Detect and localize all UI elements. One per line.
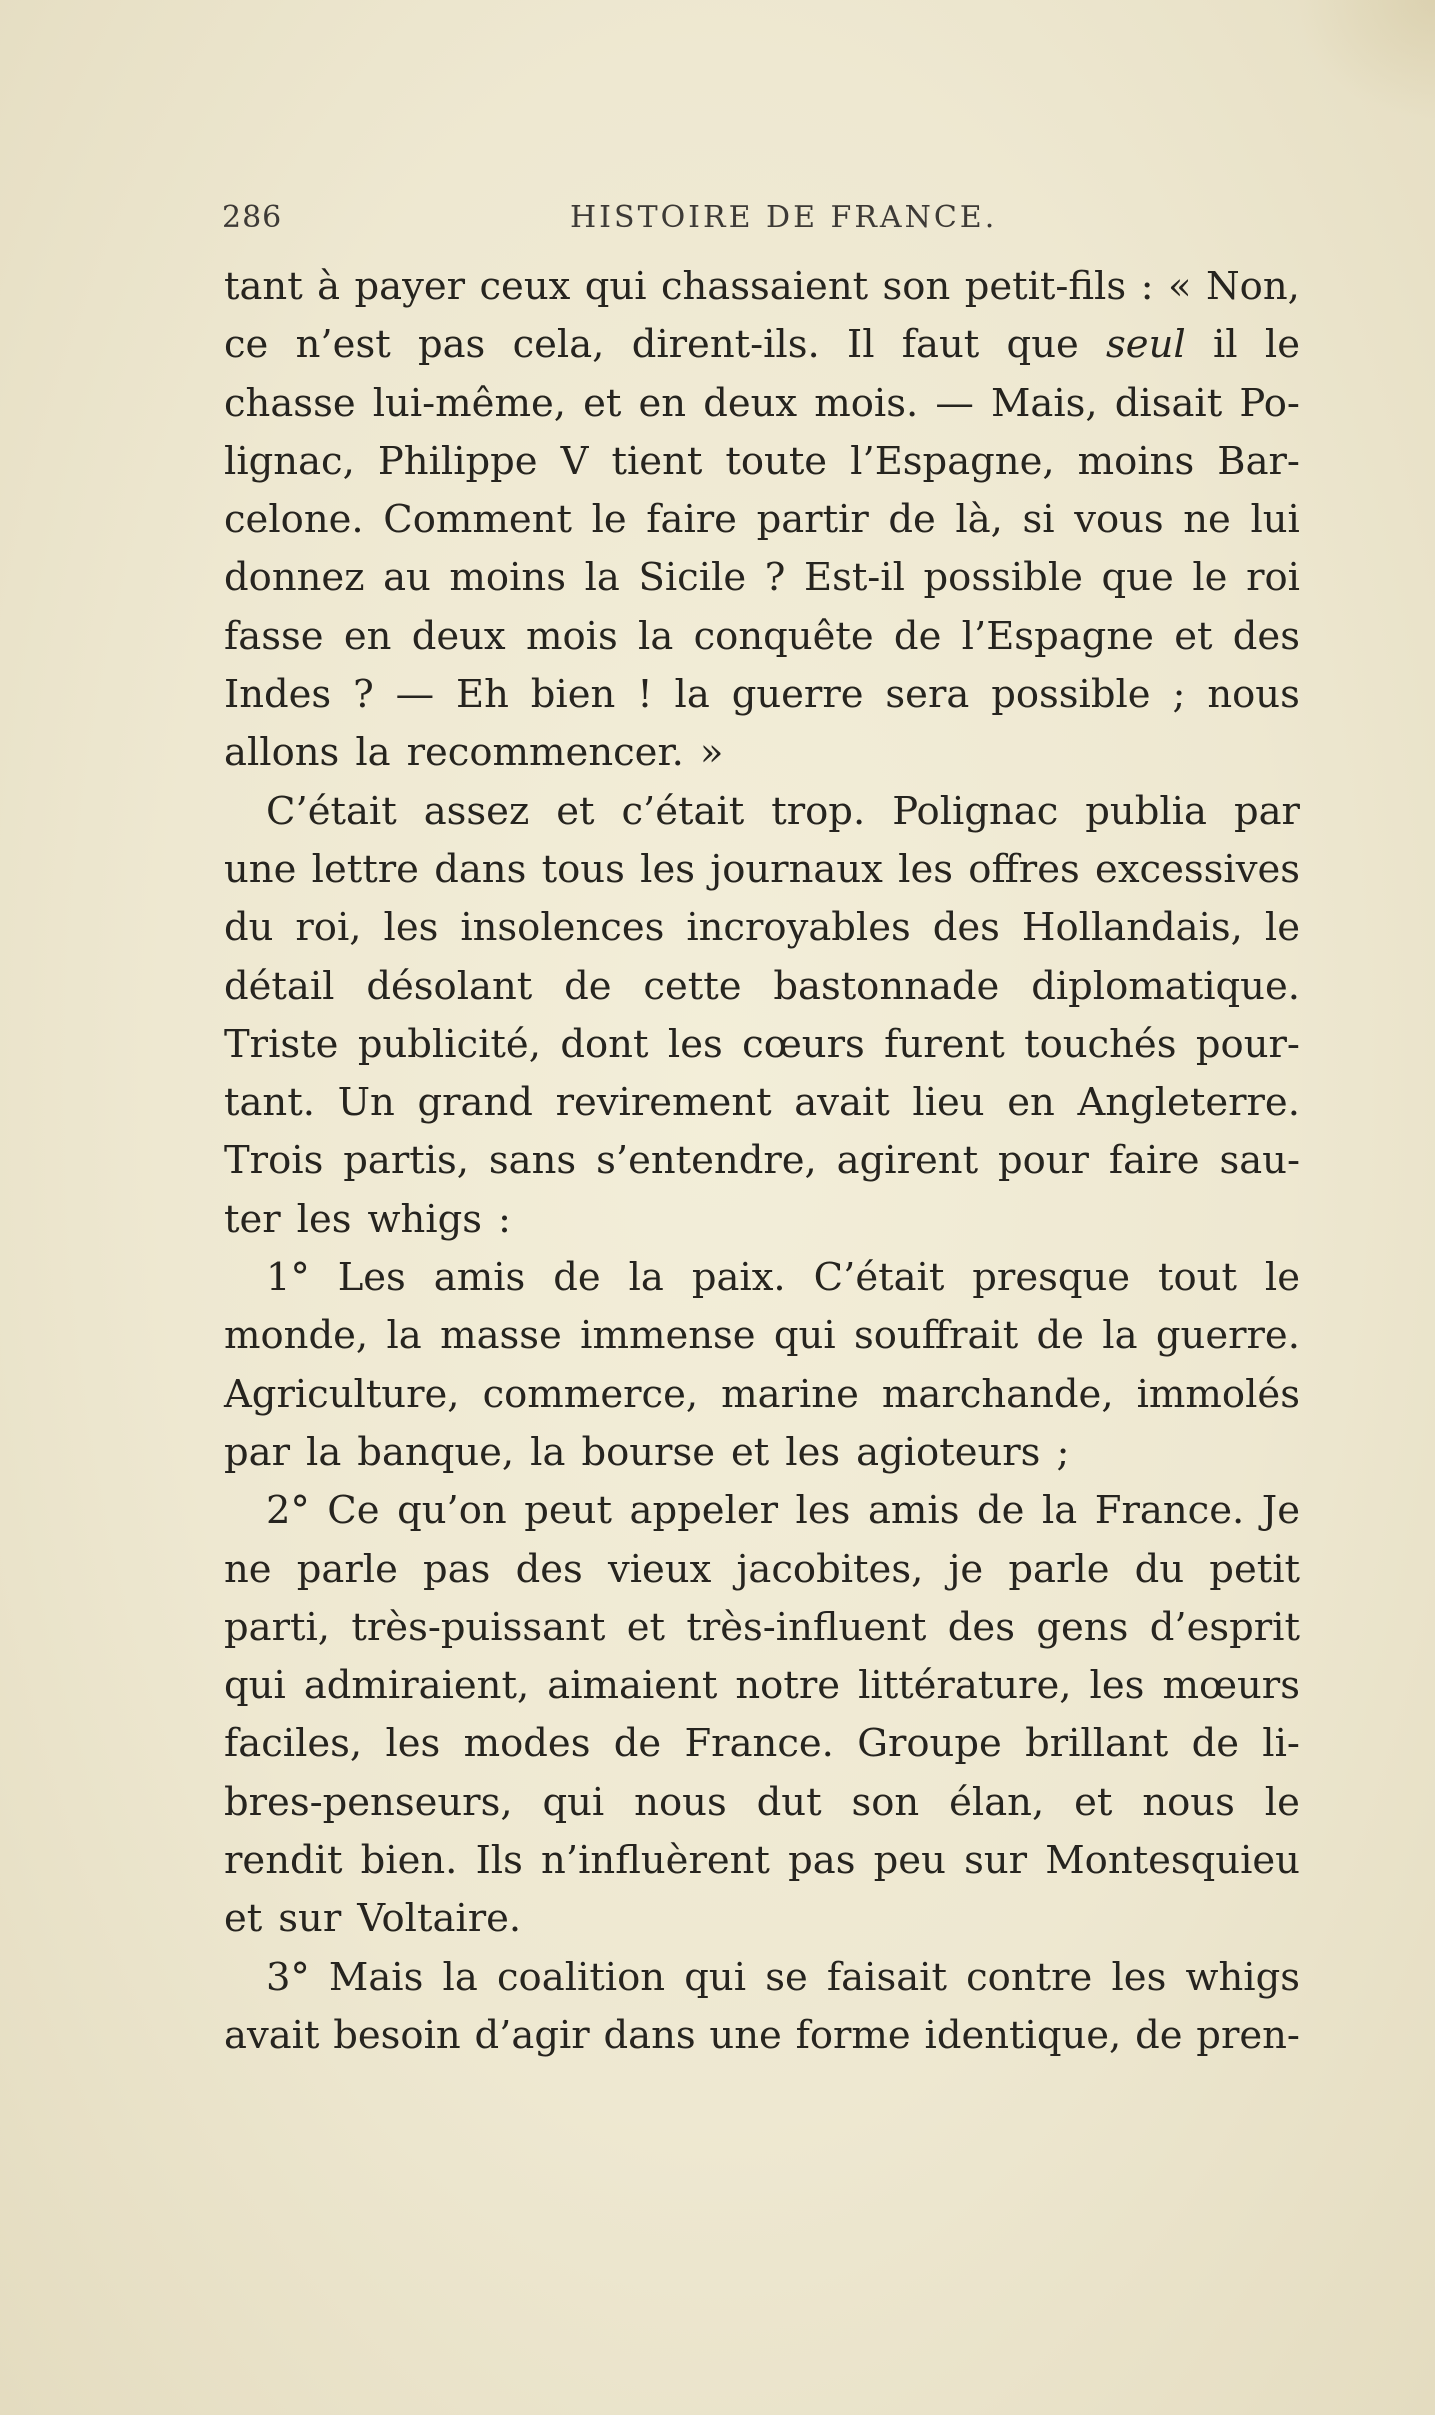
text-line: C’était assez et c’était trop. Polignac publia par bbox=[266, 788, 1300, 834]
text-line: détail désolant de cette bastonnade diplomatique. bbox=[224, 963, 1300, 1009]
text-line: parti, très-puissant et très-influent des gens d’esprit bbox=[224, 1604, 1300, 1650]
text-line: une lettre dans tous les journaux les offres excessives bbox=[224, 846, 1300, 892]
body-text bbox=[224, 258, 1300, 2065]
text-line: 3° Mais la coalition qui se faisait contre les whigs bbox=[266, 1954, 1300, 2000]
text-line: 1° Les amis de la paix. C’était presque tout le bbox=[266, 1255, 1300, 1301]
text-line: monde, la masse immense qui souffrait de la guerre. bbox=[224, 1313, 1300, 1359]
page-number: 286 bbox=[222, 200, 283, 235]
paper-stain bbox=[1295, 0, 1435, 120]
text-line: Trois partis, sans s’entendre, agirent pour faire sau- bbox=[224, 1138, 1300, 1184]
text-line: faciles, les modes de France. Groupe brillant de li- bbox=[224, 1721, 1300, 1767]
text-line: tant à payer ceux qui chassaient son petit-fils : « Non, bbox=[224, 264, 1300, 309]
text-line: chasse lui-même, et en deux mois. — Mais, disait Po- bbox=[224, 380, 1300, 426]
text-line: ter les whigs : bbox=[224, 1196, 511, 1242]
text-line: lignac, Philippe V tient toute l’Espagne, moins Bar- bbox=[224, 438, 1300, 484]
text-line: donnez au moins la Sicile ? Est-il possible que le roi bbox=[224, 555, 1300, 601]
text-line: allons la recommencer. » bbox=[224, 730, 724, 776]
text-line: Agriculture, commerce, marine marchande, immolés bbox=[224, 1371, 1300, 1417]
text-line: et sur Voltaire. bbox=[224, 1896, 522, 1942]
text-line: du roi, les insolences incroyables des Hollandais, le bbox=[224, 905, 1300, 951]
text-line: qui admiraient, aimaient notre littérature, les mœurs bbox=[224, 1663, 1300, 1709]
text-line: ne parle pas des vieux jacobites, je parle du petit bbox=[224, 1546, 1300, 1592]
text-line: fasse en deux mois la conquête de l’Espagne et des bbox=[224, 613, 1300, 659]
text-line: 2° Ce qu’on peut appeler les amis de la France. Je bbox=[266, 1488, 1300, 1534]
text-line: bres-penseurs, qui nous dut son élan, et nous le bbox=[224, 1779, 1300, 1825]
text-line: ce n’est pas cela, dirent-ils. Il faut que seul il le bbox=[224, 322, 1300, 368]
text-line: Triste publicité, dont les cœurs furent touchés pour- bbox=[224, 1021, 1300, 1067]
running-title: HISTOIRE DE FRANCE. bbox=[570, 200, 998, 235]
text-line: tant. Un grand revirement avait lieu en Angleterre. bbox=[224, 1080, 1300, 1126]
text-line: avait besoin d’agir dans une forme identique, de pren- bbox=[224, 2012, 1300, 2058]
text-line: Indes ? — Eh bien ! la guerre sera possible ; nous bbox=[224, 672, 1300, 718]
text-line: rendit bien. Ils n’influèrent pas peu sur Montesquieu bbox=[224, 1838, 1300, 1884]
text-line: par la banque, la bourse et les agioteurs ; bbox=[224, 1429, 1070, 1475]
text-line: celone. Comment le faire partir de là, si vous ne lui bbox=[224, 497, 1300, 543]
